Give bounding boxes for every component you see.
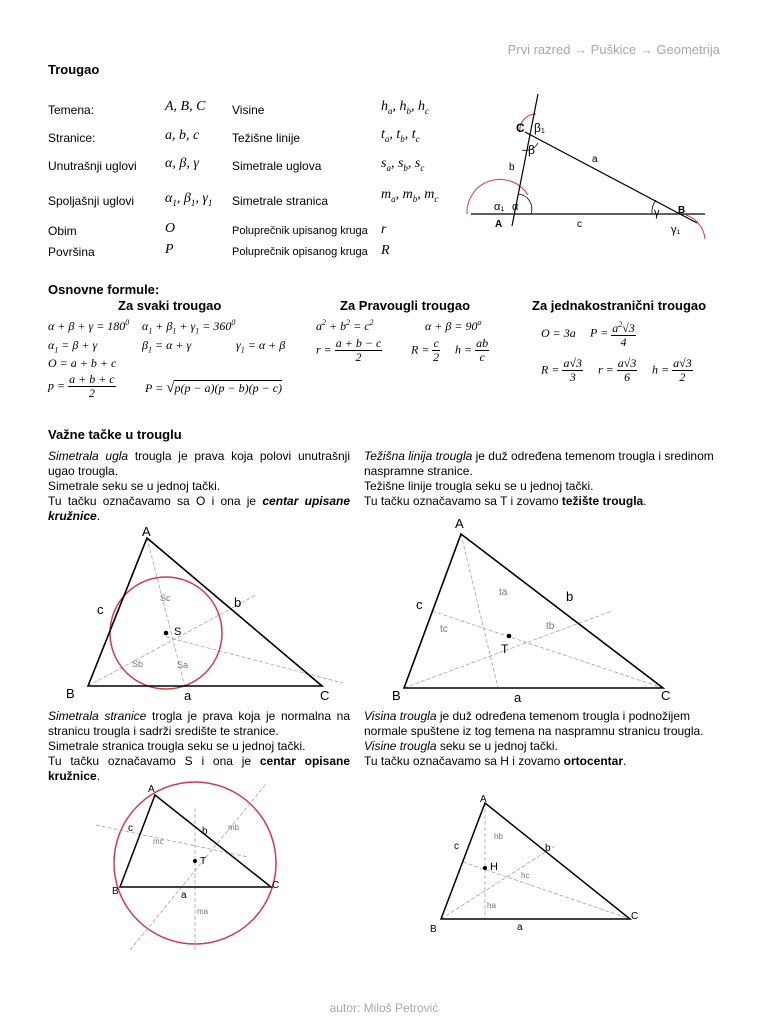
beta-label: β xyxy=(528,143,535,157)
centroid-side-a: a xyxy=(514,690,522,704)
area-label: Površina xyxy=(48,245,95,259)
important-points-heading: Važne tačke u trouglu xyxy=(48,427,182,442)
right-inradius-formula: r = $\frac{a + b - c}{2}$ xyxy=(316,336,382,364)
sb-label: Sb xyxy=(132,659,144,669)
orthocenter-term: ortocentar xyxy=(563,754,623,768)
right-circumradius-formula: R = $\frac{c}{2}$ xyxy=(411,336,440,364)
triangle-notation-figure xyxy=(465,88,727,248)
gamma1-formula: $\gamma_1 = \alpha + \beta$ xyxy=(236,338,286,355)
altitude-definition: je duž određena temenom trougla i podnožijem normale spuštene iz tog temena na naspramnu stranicu trougla. xyxy=(364,709,704,738)
angle-bisectors-label: Simetrale uglova xyxy=(232,159,322,173)
vertices-symbols: A, B, C xyxy=(165,99,206,114)
vertex-A-label: A xyxy=(495,219,503,230)
outer-angles-label: Spoljašnji uglovi xyxy=(48,194,135,208)
formulas-heading: Osnovne formule: xyxy=(48,282,160,297)
mc-label: mc xyxy=(153,837,164,846)
circumcircle-vertex-A: A xyxy=(148,784,155,795)
side-b-label: b xyxy=(509,162,515,173)
inradius-symbol: r xyxy=(381,222,387,237)
area-symbol: P xyxy=(165,242,174,257)
angle-bisectors-symbols: $s_a$, $s_b$, $s_c$ xyxy=(381,156,425,173)
medians-label: Težišne linije xyxy=(232,131,301,145)
hb-label: hb xyxy=(494,832,503,841)
right-height-formula: h = $\frac{ab}{c}$ xyxy=(455,336,489,364)
tc-label: tc xyxy=(440,624,448,635)
sa-label: Sa xyxy=(177,660,189,670)
altitude-intersection: seku se u jednoj tački. xyxy=(436,739,558,753)
bisector-sa-line xyxy=(166,637,343,683)
equilateral-circumradius-formula: R = $\frac{a√3}{3}$ xyxy=(541,356,583,384)
centroid-side-b: b xyxy=(566,589,574,604)
outer-angle-sum-formula: $\alpha_1 + \beta_1 + \gamma_1 = 360^0$ xyxy=(142,318,236,336)
circumradius-symbol: R xyxy=(381,243,390,258)
incircle-triangle xyxy=(88,538,322,686)
equilateral-perimeter-formula: O = 3a xyxy=(541,326,576,340)
incircle-center-term: centar upisane kružnice xyxy=(48,494,350,523)
altitude-point-text: Tu tačku označavamo sa H i zovamo xyxy=(364,754,564,768)
altitude-paragraph: Visina trougla je duž određena temenom trougla i podnožijem normale spuštene iz tog temena na naspramnu stranicu trougla. Visine trougla seku se u jednoj tački. Tu tačku označavamo sa H i zovamo ortocentar. xyxy=(364,709,704,768)
circumcircle-side-b: b xyxy=(202,826,208,837)
perimeter-symbol: O xyxy=(165,221,176,236)
incircle-figure xyxy=(60,522,345,702)
semiperimeter-formula: p = $\frac{a + b + c}{2}$ xyxy=(48,372,115,400)
circumcircle-vertex-B: B xyxy=(112,886,119,897)
altitudes-term: Visine trougla xyxy=(364,739,437,753)
inradius-label: Poluprečnik upisanog kruga xyxy=(232,225,368,237)
breadcrumb[interactable]: Prvi razred → Puškice → Geometrija xyxy=(507,42,720,57)
centroid-point xyxy=(507,634,512,639)
incenter-point xyxy=(164,631,169,636)
equilateral-height-formula: h = $\frac{a√3}{2}$ xyxy=(652,356,692,384)
mb-label: mb xyxy=(228,823,240,832)
hc-label: hc xyxy=(521,871,530,880)
sc-label: Sc xyxy=(160,593,171,603)
circumradius-label: Poluprečnik opisanog kruga xyxy=(232,246,368,258)
orthocenter-vertex-C: C xyxy=(631,911,639,922)
angle-bisector-term: Simetrala ugla xyxy=(48,449,129,463)
beta1-label: β₁ xyxy=(534,121,545,135)
centroid-label: T xyxy=(501,642,509,656)
orthocenter-triangle xyxy=(441,803,630,919)
footer-author: autor: Miloš Petrović xyxy=(329,1001,439,1015)
centroid-vertex-C: C xyxy=(661,688,671,703)
right-triangle-heading: Za Pravougli trougao xyxy=(340,298,471,313)
ta-label: ta xyxy=(499,587,508,598)
ha-label: ha xyxy=(487,901,496,910)
median-point-text: Tu tačku označavamo sa T i zovamo xyxy=(364,494,562,508)
sides-label: Stranice: xyxy=(48,131,96,145)
right-angle-formula: $\alpha + \beta = 90^o$ xyxy=(425,318,482,333)
incircle-vertex-A: A xyxy=(142,524,151,539)
orthocenter-label: H xyxy=(490,861,498,873)
angle-bisector-paragraph: Simetrala ugla trougla je prava koja polovi unutrašnji ugao trougla. Simetrale seku se u jednoj tački. Tu tačku označavamo sa O i ona je centar upisane kružnice. xyxy=(48,449,350,523)
median-paragraph: Težišna linija trougla je duž određena temenom trougla i sredinom naspramne stranice. Težišne linije trougla seku se u jednoj tački. Tu tačku označavamo sa T i zovamo težište trougla. xyxy=(364,449,720,509)
perpendicular-bisector-paragraph: Simetrala stranice trogla je prava koja je normalna na stranicu trougla i sadrži središte te stranice. Simetrale stranica trougla seku se u jednoj tački. Tu tačku označavamo S i ona je centar opisane kružnice. xyxy=(48,709,350,783)
orthocenter-figure xyxy=(428,790,646,936)
orthocenter-vertex-B: B xyxy=(430,924,437,935)
equilateral-area-formula: P = $\frac{a^2√3}{4}$ xyxy=(590,320,635,349)
outer-angles-symbols: $\alpha_1$, $\beta_1$, $\gamma_1$ xyxy=(165,191,213,208)
vertex-B-label: B xyxy=(678,205,686,216)
angle-bisector-definition: trougla je prava koja polovi unutrašnji ugao trougla. xyxy=(48,449,350,478)
centroid-side-c: c xyxy=(416,597,423,612)
incircle-vertex-C: C xyxy=(320,688,330,702)
incircle-side-a: a xyxy=(184,688,192,702)
incircle-vertex-B: B xyxy=(66,686,75,701)
circumcircle-side-c: c xyxy=(128,823,133,834)
heron-formula: P = √p(p − a)(p − b)(p − c) xyxy=(145,380,283,396)
perpendicular-bisector-point-text: Tu tačku označavamo S i ona je xyxy=(48,754,260,768)
sides-symbols: a, b, c xyxy=(165,128,200,143)
alpha-arc xyxy=(518,194,532,214)
equilateral-inradius-formula: r = $\frac{a√3}{6}$ xyxy=(598,356,637,384)
angle-sum-formula: $\alpha + \beta + \gamma = 180^0$ xyxy=(48,318,130,333)
alpha1-formula: $\alpha_1 = \beta + \gamma$ xyxy=(48,338,98,355)
orthocenter-side-c: c xyxy=(454,841,459,852)
inner-angles-label: Unutrašnji uglovi xyxy=(48,159,137,173)
circumcircle-triangle xyxy=(120,795,271,887)
beta1-formula: $\beta_1 = \alpha + \gamma$ xyxy=(142,338,192,355)
perpendicular-bisector-term: Simetrala stranice xyxy=(48,709,147,723)
side-a-line xyxy=(525,132,697,223)
pythagoras-formula: $a^2 + b^2 = c^2$ xyxy=(316,318,374,333)
inner-angles-symbols: α, β, γ xyxy=(165,156,199,171)
circumcenter-point xyxy=(193,859,197,863)
perpendicular-bisectors-label: Simetrale stranica xyxy=(232,194,329,208)
perp-bisector-mc-line xyxy=(96,825,248,857)
circumcircle-figure xyxy=(96,780,302,970)
perpendicular-bisector-definition: trogla je prava koja je normalna na stranicu trougla i sadrži središte te stranice. xyxy=(48,709,350,738)
orthocenter-point xyxy=(483,866,487,870)
orthocenter-side-b: b xyxy=(545,843,551,854)
centroid-vertex-A: A xyxy=(455,516,464,531)
vertex-C-label: C xyxy=(516,121,525,135)
equilateral-triangle-heading: Za jednakostranični trougao xyxy=(532,298,707,313)
perimeter-formula: O = a + b + c xyxy=(48,356,117,370)
medians-symbols: $t_a$, $t_b$, $t_c$ xyxy=(381,127,420,144)
vertices-label: Temena: xyxy=(48,103,95,117)
centroid-term: težište trougla xyxy=(561,494,644,508)
ma-label: ma xyxy=(197,907,209,916)
perpendicular-bisector-intersection: Simetrale stranica trougla seku se u jednoj tački. xyxy=(48,739,306,753)
orthocenter-side-a: a xyxy=(517,922,523,933)
perimeter-label: Obim xyxy=(48,224,77,238)
incenter-label: S xyxy=(174,626,182,638)
page-title: Trougao xyxy=(48,62,100,77)
heights-label: Visine xyxy=(232,103,265,117)
centroid-vertex-B: B xyxy=(392,688,401,703)
side-c-label: c xyxy=(577,219,582,230)
any-triangle-heading: Za svaki trougao xyxy=(118,298,222,313)
median-term: Težišna linija trougla xyxy=(364,449,473,463)
perpendicular-bisectors-symbols: $m_a$, $m_b$, $m_c$ xyxy=(381,187,439,204)
circumcircle-side-a: a xyxy=(181,890,187,901)
centroid-figure xyxy=(388,514,688,704)
altitude-hb-line xyxy=(441,846,555,919)
gamma1-label: γ₁ xyxy=(671,224,681,236)
tb-label: tb xyxy=(546,621,555,632)
gamma-label: γ xyxy=(654,207,660,219)
angle-bisector-intersection: Simetrale seku se u jednoj tački. xyxy=(48,479,221,493)
alpha-label: α xyxy=(512,201,519,213)
side-a-label: a xyxy=(592,154,598,165)
circumcenter-label: T xyxy=(200,856,207,867)
circumcircle-vertex-C: C xyxy=(272,880,280,891)
median-intersection: Težišne linije trougla seku se u jednoj tački. xyxy=(364,479,594,493)
median-definition: je duž određena temenom trougla i sredinom naspramne stranice. xyxy=(364,449,714,478)
angle-bisector-point-text: Tu tačku označavamo sa O i ona je xyxy=(48,494,263,508)
centroid-triangle xyxy=(404,534,663,688)
heights-symbols: $h_a$, $h_b$, $h_c$ xyxy=(381,99,429,116)
incircle-side-b: b xyxy=(234,595,242,610)
orthocenter-vertex-A: A xyxy=(480,794,487,805)
altitude-hc-line xyxy=(463,862,630,919)
altitude-term: Visina trougla xyxy=(364,709,437,723)
incircle-side-c: c xyxy=(97,602,104,617)
alpha1-label: α₁ xyxy=(494,201,505,213)
circumcircle-center-term: centar opisane kružnice xyxy=(48,754,350,783)
